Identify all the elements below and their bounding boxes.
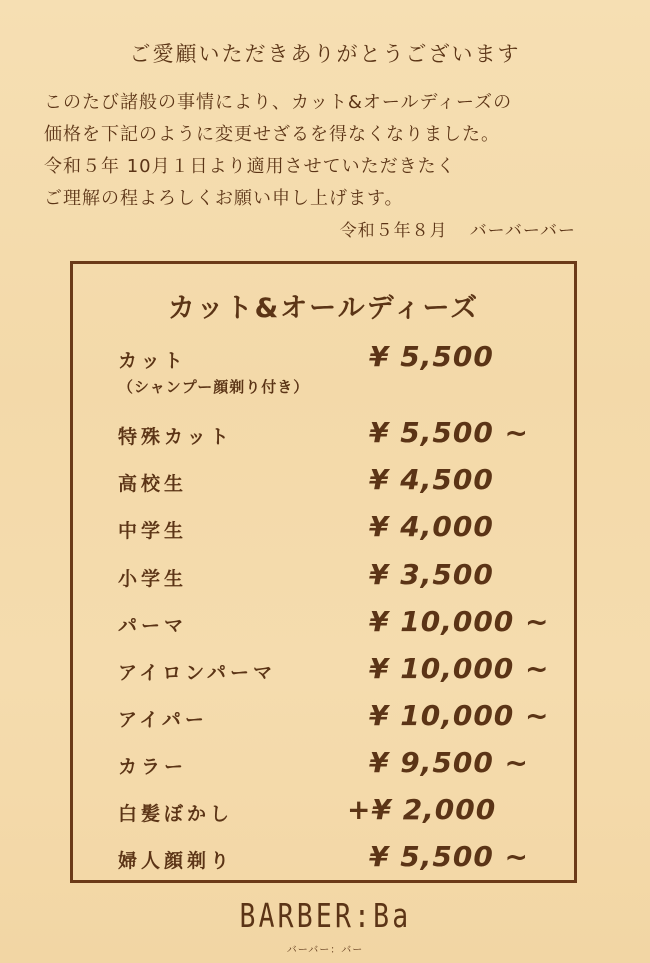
price-list-box xyxy=(70,261,577,883)
greeting-heading: ご愛顧いただきありがとうございます xyxy=(129,42,521,66)
shop-logo-text: BARBER:Ba xyxy=(239,896,411,935)
shop-logo-reading: バーバー：バー xyxy=(286,945,364,956)
item-name: 小学生 xyxy=(118,568,188,590)
item-price: ¥ 10,000 ~ xyxy=(369,699,550,732)
notice-line: ご理解の程よろしくお願い申し上げます。 xyxy=(44,188,404,209)
price-row xyxy=(73,340,574,396)
price-row xyxy=(73,699,574,739)
item-name: 中学生 xyxy=(118,520,188,542)
notice-line: 令和５年 10月１日より適用させていただきたく xyxy=(44,156,456,177)
price-row xyxy=(73,793,574,833)
item-price: ¥ 5,500 ~ xyxy=(369,416,530,449)
item-price: ¥ 3,500 xyxy=(369,558,494,591)
price-list-title: カット&オールディーズ xyxy=(167,293,480,324)
item-name: アイパー xyxy=(118,709,208,731)
item-price: ¥ 9,500 ~ xyxy=(369,746,530,779)
item-name: 特殊カット xyxy=(118,426,233,448)
item-price: ¥ 4,000 xyxy=(369,510,494,543)
price-row xyxy=(73,746,574,786)
item-name: カット xyxy=(118,350,187,372)
notice-date: 令和５年８月 xyxy=(339,221,448,241)
item-price: +¥ 2,000 xyxy=(347,793,497,826)
item-name: 婦人顔剃り xyxy=(118,850,234,872)
shop-name: バーバーバー xyxy=(469,221,576,241)
notice-line: 価格を下記のように変更せざるを得なくなりました。 xyxy=(44,124,500,145)
item-price: ¥ 10,000 ~ xyxy=(369,605,550,638)
item-name: 白髪ぼかし xyxy=(118,803,234,825)
price-row xyxy=(73,840,574,880)
item-price: ¥ 4,500 xyxy=(369,463,494,496)
notice-line: このたび諸般の事情により、カット&オールディーズの xyxy=(44,92,513,113)
item-name: パーマ xyxy=(118,615,188,637)
price-row xyxy=(73,463,574,503)
item-price: ¥ 5,500 ~ xyxy=(369,840,530,873)
item-name: 高校生 xyxy=(118,473,188,495)
price-row xyxy=(73,510,574,550)
price-row xyxy=(73,652,574,692)
item-note: （シャンプー顔剃り付き） xyxy=(118,378,310,396)
item-name: アイロンパーマ xyxy=(118,662,276,684)
shop-logo xyxy=(0,896,650,935)
item-price: ¥ 5,500 xyxy=(369,340,494,373)
item-price: ¥ 10,000 ~ xyxy=(369,652,550,685)
price-row xyxy=(73,558,574,598)
notice-signature xyxy=(340,216,576,241)
price-row xyxy=(73,605,574,645)
price-row xyxy=(73,416,574,456)
item-name: カラー xyxy=(118,756,188,778)
